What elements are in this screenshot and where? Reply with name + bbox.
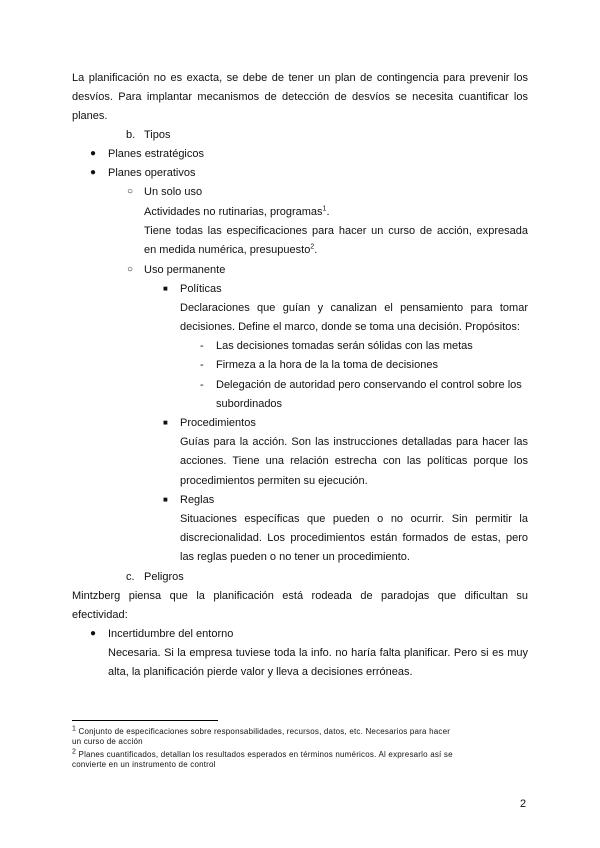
list-item: Las decisiones tomadas serán sólidas con las metas <box>216 340 473 352</box>
section-heading-peligros: Peligros <box>144 571 184 583</box>
footnote-1-cont: un curso de acción <box>72 737 143 746</box>
bullet-disc-icon: ● <box>90 628 97 639</box>
paragraph-line: en medida numérica, presupuesto$^2$. <box>144 243 318 256</box>
page-number: 2 <box>520 798 527 810</box>
bullet-square-icon: ■ <box>163 418 168 427</box>
list-item: Firmeza a la hora de la la toma de decisiones <box>216 359 438 371</box>
paragraph-line: planes. <box>72 110 108 122</box>
footnote-ref: 1 <box>322 205 327 213</box>
paragraph-line: Necesaria. Si la empresa tuviese toda la info. no haría falta planificar. Pero si es muy <box>108 647 528 659</box>
bullet-disc-icon: ● <box>90 148 97 159</box>
list-item: Políticas <box>180 283 222 295</box>
bullet-square-icon: ■ <box>163 284 168 293</box>
footnote-2: $^2$ Planes cuantificados, detallan los resultados esperados en términos numéricos. Al expresarlo así se <box>72 748 453 759</box>
paragraph-line: procedimientos permiten su ejecución. <box>180 475 368 487</box>
dash-icon: - <box>200 359 204 371</box>
list-item: Procedimientos <box>180 417 256 429</box>
list-item: Planes estratégicos <box>108 148 204 160</box>
bullet-circle-icon: ○ <box>127 264 134 275</box>
list-label-c: c. <box>126 571 135 583</box>
paragraph-line: La planificación no es exacta, se debe de tener un plan de contingencia para prevenir los <box>72 72 528 84</box>
paragraph-line: Tiene todas las especificaciones para hacer un curso de acción, expresada <box>144 225 528 237</box>
list-label-b: b. <box>126 129 136 141</box>
paragraph-line: discrecionalidad. Los procedimientos están formados de estas, pero <box>180 532 528 544</box>
paragraph-line: Mintzberg piensa que la planificación está rodeada de paradojas que dificultan su <box>72 590 528 602</box>
text: Actividades no rutinarias, programas <box>144 206 323 218</box>
paragraph-line: acciones. Tiene una relación estrecha con las políticas porque los <box>180 455 528 467</box>
dash-icon: - <box>200 340 204 352</box>
dash-icon: - <box>200 379 204 391</box>
list-item: Delegación de autoridad pero conservando el control sobre los <box>216 379 522 391</box>
paragraph-line: Situaciones específicas que pueden o no ocurrir. Sin permitir la <box>180 513 528 525</box>
paragraph-line: decisiones. Define el marco, donde se toma una decisión. Propósitos: <box>180 321 520 333</box>
bullet-circle-icon: ○ <box>127 186 134 197</box>
list-item: Planes operativos <box>108 167 196 179</box>
paragraph-line: Declaraciones que guían y canalizan el pensamiento para tomar <box>180 302 528 314</box>
section-heading-tipos: Tipos <box>144 129 171 141</box>
bullet-disc-icon: ● <box>90 167 97 178</box>
list-item: Reglas <box>180 494 215 506</box>
paragraph-line: efectividad: <box>72 609 128 621</box>
list-item: Un solo uso <box>144 186 203 198</box>
paragraph-line: alta, la planificación pierde valor y lleva a decisiones erróneas. <box>108 666 413 678</box>
footnote-1: $^1$ Conjunto de especificaciones sobre responsabilidades, recursos, datos, etc. Necesarios para hacer <box>72 725 451 736</box>
footnote-separator <box>72 720 218 721</box>
list-item: subordinados <box>216 398 283 410</box>
list-item: Uso permanente <box>144 264 226 276</box>
paragraph-line: Guías para la acción. Son las instrucciones detalladas para hacer las <box>180 436 528 448</box>
footnote-ref: 2 <box>310 243 315 251</box>
text: en medida numérica, presupuesto <box>144 244 311 256</box>
footnote-2-cont: convierte en un instrumento de control <box>72 760 216 769</box>
paragraph-line: desvíos. Para implantar mecanismos de detección de desvíos se necesita cuantificar los <box>72 91 528 103</box>
paragraph-line: Actividades no rutinarias, programas$^1$. <box>144 205 330 218</box>
bullet-square-icon: ■ <box>163 495 168 504</box>
list-item: Incertidumbre del entorno <box>108 628 234 640</box>
paragraph-line: las reglas pueden o no tener un procedimiento. <box>180 551 410 563</box>
